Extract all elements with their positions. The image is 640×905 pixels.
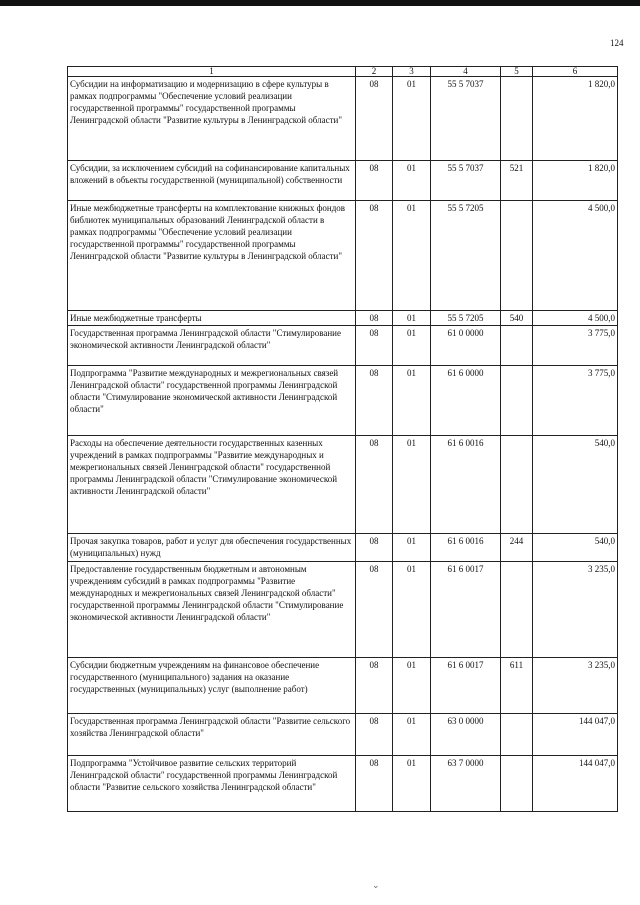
row-target-cell: 55 5 7037 xyxy=(431,161,501,201)
table-row xyxy=(68,311,618,326)
row-section-cell: 08 xyxy=(356,658,393,714)
row-sum-cell: 4 500,0 xyxy=(533,201,618,311)
row-section-cell: 08 xyxy=(356,714,393,756)
row-subsection-cell: 01 xyxy=(393,436,431,534)
row-subsection-cell: 01 xyxy=(393,714,431,756)
row-target-cell: 55 5 7205 xyxy=(431,311,501,326)
row-target-cell: 55 5 7205 xyxy=(431,201,501,311)
table-row xyxy=(68,756,618,812)
row-name-cell: Субсидии на информатизацию и модернизацию в сфере культуры в рамках подпрограммы "Обеспечение условий реализации государственной программы" государственной программы Ленинградской области "Развитие культуры в Ленинградской области" xyxy=(68,77,356,161)
table-row xyxy=(68,714,618,756)
row-sum-cell: 3 775,0 xyxy=(533,366,618,436)
row-subsection-cell: 01 xyxy=(393,562,431,658)
row-sum-cell: 3 775,0 xyxy=(533,326,618,366)
column-header: 4 xyxy=(431,67,501,77)
table-row xyxy=(68,161,618,201)
table-row xyxy=(68,77,618,161)
row-section-cell: 08 xyxy=(356,534,393,562)
row-expense-type-cell xyxy=(501,326,533,366)
column-header: 3 xyxy=(393,67,431,77)
row-sum-cell: 540,0 xyxy=(533,534,618,562)
table-row xyxy=(68,534,618,562)
row-name-cell: Иные межбюджетные трансферты xyxy=(68,311,356,326)
row-section-cell: 08 xyxy=(356,77,393,161)
row-target-cell: 61 6 0000 xyxy=(431,366,501,436)
row-section-cell: 08 xyxy=(356,311,393,326)
row-target-cell: 63 7 0000 xyxy=(431,756,501,812)
row-name-cell: Иные межбюджетные трансферты на комплектование книжных фондов библиотек муниципальных образований Ленинградской области в рамках подпрограммы "Обеспечение условий реализации государственной программы" государственной программы Ленинградской области "Развитие культуры в Ленинградской области" xyxy=(68,201,356,311)
row-subsection-cell: 01 xyxy=(393,658,431,714)
row-section-cell: 08 xyxy=(356,756,393,812)
table-row xyxy=(68,201,618,311)
row-expense-type-cell xyxy=(501,562,533,658)
row-subsection-cell: 01 xyxy=(393,311,431,326)
row-subsection-cell: 01 xyxy=(393,77,431,161)
row-sum-cell: 4 500,0 xyxy=(533,311,618,326)
scan-top-border xyxy=(0,0,640,6)
row-target-cell: 63 0 0000 xyxy=(431,714,501,756)
row-subsection-cell: 01 xyxy=(393,366,431,436)
row-sum-cell: 144 047,0 xyxy=(533,756,618,812)
row-name-cell: Расходы на обеспечение деятельности государственных казенных учреждений в рамках подпрограммы "Развитие международных и межрегиональных связей Ленинградской области" государственной программы Ленинградской области "Стимулирование экономической активности Ленинградской области" xyxy=(68,436,356,534)
table-row xyxy=(68,562,618,658)
row-name-cell: Субсидии, за исключением субсидий на софинансирование капитальных вложений в объекты государственной (муниципальной) собственности xyxy=(68,161,356,201)
row-expense-type-cell xyxy=(501,756,533,812)
row-sum-cell: 1 820,0 xyxy=(533,161,618,201)
column-header: 1 xyxy=(68,67,356,77)
row-expense-type-cell xyxy=(501,436,533,534)
column-header: 6 xyxy=(533,67,618,77)
budget-table xyxy=(67,66,618,812)
page-number: 124 xyxy=(610,38,624,48)
row-sum-cell: 1 820,0 xyxy=(533,77,618,161)
column-header: 5 xyxy=(501,67,533,77)
row-expense-type-cell: 521 xyxy=(501,161,533,201)
row-sum-cell: 540,0 xyxy=(533,436,618,534)
row-name-cell: Государственная программа Ленинградской области "Стимулирование экономической активности Ленинградской области" xyxy=(68,326,356,366)
row-name-cell: Прочая закупка товаров, работ и услуг для обеспечения государственных (муниципальных) нужд xyxy=(68,534,356,562)
row-expense-type-cell xyxy=(501,714,533,756)
table-row xyxy=(68,658,618,714)
row-expense-type-cell xyxy=(501,201,533,311)
row-subsection-cell: 01 xyxy=(393,161,431,201)
row-target-cell: 61 6 0016 xyxy=(431,436,501,534)
table-row xyxy=(68,366,618,436)
row-subsection-cell: 01 xyxy=(393,326,431,366)
row-expense-type-cell: 244 xyxy=(501,534,533,562)
row-expense-type-cell xyxy=(501,366,533,436)
row-name-cell: Субсидии бюджетным учреждениям на финансовое обеспечение государственного (муниципального) задания на оказание государственных (муниципальных) услуг (выполнение работ) xyxy=(68,658,356,714)
row-name-cell: Государственная программа Ленинградской области "Развитие сельского хозяйства Ленинградской области" xyxy=(68,714,356,756)
column-header: 2 xyxy=(356,67,393,77)
row-section-cell: 08 xyxy=(356,201,393,311)
row-sum-cell: 3 235,0 xyxy=(533,562,618,658)
table-header-row xyxy=(68,67,618,77)
row-expense-type-cell xyxy=(501,77,533,161)
row-name-cell: Подпрограмма "Устойчивое развитие сельских территорий Ленинградской области" государственной программы Ленинградской области "Развитие сельского хозяйства Ленинградской области" xyxy=(68,756,356,812)
row-expense-type-cell: 540 xyxy=(501,311,533,326)
row-target-cell: 61 6 0016 xyxy=(431,534,501,562)
table-row xyxy=(68,436,618,534)
row-target-cell: 55 5 7037 xyxy=(431,77,501,161)
row-subsection-cell: 01 xyxy=(393,756,431,812)
row-target-cell: 61 0 0000 xyxy=(431,326,501,366)
row-sum-cell: 144 047,0 xyxy=(533,714,618,756)
row-section-cell: 08 xyxy=(356,366,393,436)
row-section-cell: 08 xyxy=(356,436,393,534)
row-subsection-cell: 01 xyxy=(393,201,431,311)
row-expense-type-cell: 611 xyxy=(501,658,533,714)
row-name-cell: Предоставление государственным бюджетным и автономным учреждениям субсидий в рамках подпрограммы "Развитие международных и межрегиональных связей Ленинградской области" государственной программы Ленинградской области "Стимулирование экономической активности Ленинградской области" xyxy=(68,562,356,658)
row-subsection-cell: 01 xyxy=(393,534,431,562)
row-target-cell: 61 6 0017 xyxy=(431,562,501,658)
row-section-cell: 08 xyxy=(356,562,393,658)
scan-artifact: ⌄ xyxy=(372,880,380,890)
row-section-cell: 08 xyxy=(356,161,393,201)
row-name-cell: Подпрограмма "Развитие международных и межрегиональных связей Ленинградской области" государственной программы Ленинградской области "Стимулирование экономической активности Ленинградской области" xyxy=(68,366,356,436)
row-target-cell: 61 6 0017 xyxy=(431,658,501,714)
row-section-cell: 08 xyxy=(356,326,393,366)
table-row xyxy=(68,326,618,366)
row-sum-cell: 3 235,0 xyxy=(533,658,618,714)
